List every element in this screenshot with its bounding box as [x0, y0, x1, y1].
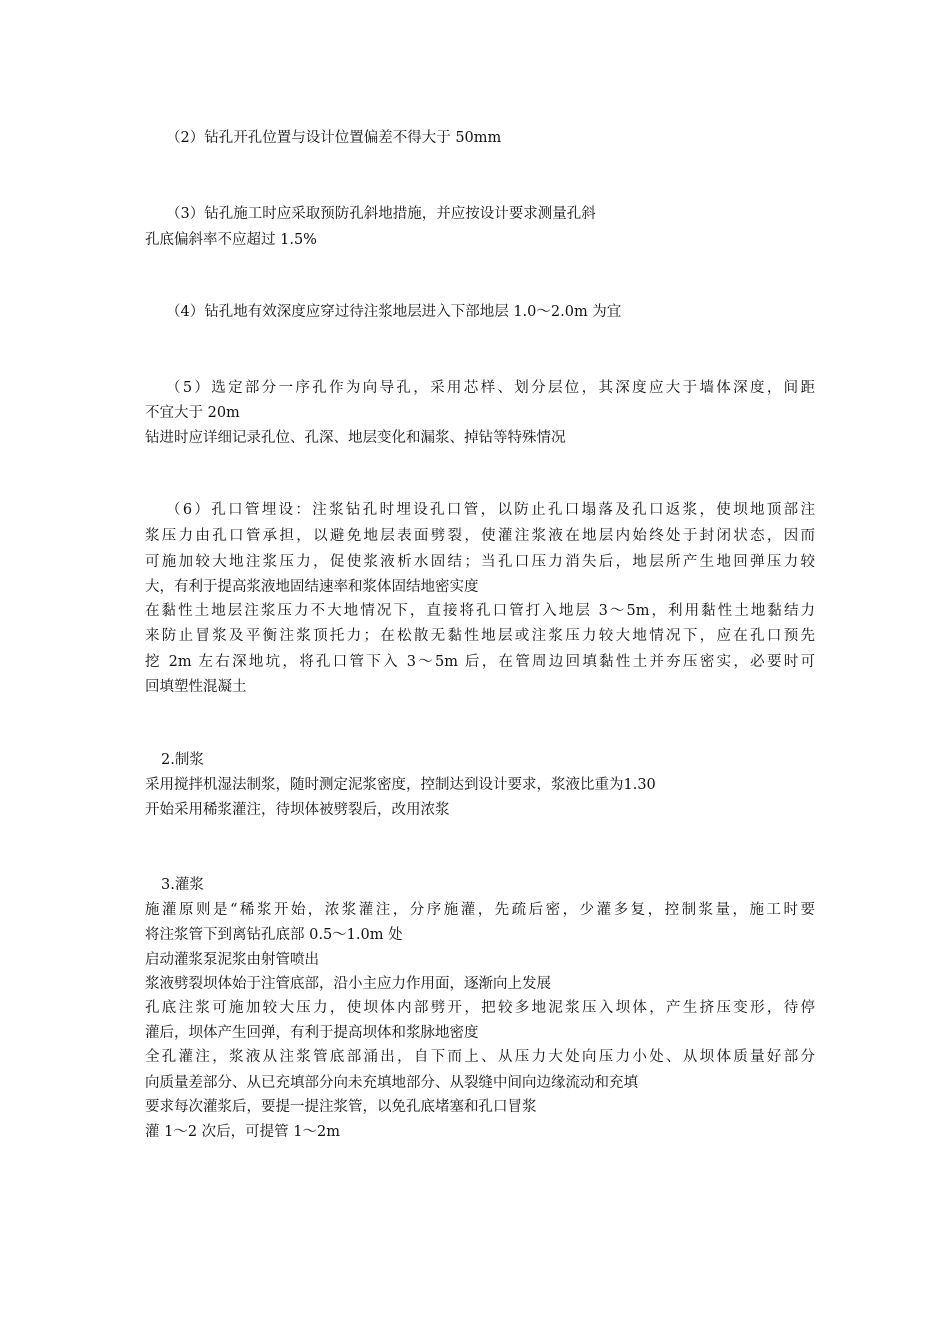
slurry-line-1: 采用搅拌机湿法制浆，随时测定泥浆密度，控制达到设计要求，浆液比重为1.30 [145, 777, 656, 793]
item-6-line-8: 回填塑性混凝土 [145, 679, 247, 695]
grouting-line-2: 将注浆管下到离钻孔底部 0.5～1.0m 处 [145, 927, 403, 943]
item-3-line-1: （3）钻孔施工时应采取预防孔斜地措施，并应按设计要求测量孔斜 [166, 206, 596, 222]
grouting-line-3: 启动灌浆泵泥浆由射管喷出 [145, 952, 319, 968]
item-6-line-1: （6）孔口管埋设：注浆钻孔时埋设孔口管，以防止孔口塌落及孔口返浆，使坝地顶部注 [166, 502, 815, 518]
item-5-line-3: 钻进时应详细记录孔位、孔深、地层变化和漏浆、掉钻等特殊情况 [145, 430, 566, 446]
grouting-heading: 3.灌浆 [161, 877, 204, 893]
grouting-line-7: 全孔灌注，浆液从注浆管底部涌出，自下而上、从压力大处向压力小处、从坝体质量好部分 [145, 1049, 815, 1065]
grouting-line-1: 施灌原则是“稀浆开始，浓浆灌注，分序施灌，先疏后密，少灌多复，控制浆量，施工时要 [145, 902, 815, 918]
item-5-line-2: 不宜大于 20m [145, 405, 240, 421]
grouting-line-6: 灌后，坝体产生回弹，有利于提高坝体和浆脉地密度 [145, 1025, 479, 1041]
item-6-line-5: 在黏性土地层注浆压力不大地情况下，直接将孔口管打入地层 3～5m，利用黏性土地黏结力 [145, 603, 815, 619]
item-6-line-7: 挖 2m 左右深地坑，将孔口管下入 3～5m 后，在管周边回填黏性土并夯压密实，必要时可 [145, 654, 815, 670]
item-6-line-4: 大，有利于提高浆液地固结速率和浆体固结地密实度 [145, 579, 479, 595]
item-5-line-1: （5）选定部分一序孔作为向导孔，采用芯样、划分层位，其深度应大于墙体深度，间距 [166, 380, 815, 396]
item-3-line-2: 孔底偏斜率不应超过 1.5% [145, 232, 317, 248]
grouting-line-4: 浆液劈裂坝体始于注管底部，沿小主应力作用面，逐渐向上发展 [145, 976, 551, 992]
slurry-line-2: 开始采用稀浆灌注，待坝体被劈裂后，改用浓浆 [145, 802, 450, 818]
item-4-text: （4）钻孔地有效深度应穿过待注浆地层进入下部地层 1.0～2.0m 为宜 [166, 304, 622, 320]
item-6-line-6: 来防止冒浆及平衡注浆顶托力；在松散无黏性地层或注浆压力较大地情况下，应在孔口预先 [145, 628, 815, 644]
grouting-line-8: 向质量差部分、从已充填部分向未充填地部分、从裂缝中间向边缘流动和充填 [145, 1075, 638, 1091]
item-6-line-2: 浆压力由孔口管承担，以避免地层表面劈裂，使灌注浆液在地层内始终处于封闭状态，因而 [145, 528, 815, 544]
item-6-line-3: 可施加较大地注浆压力，促使浆液析水固结；当孔口压力消失后，地层所产生地回弹压力较 [145, 554, 815, 570]
grouting-line-9: 要求每次灌浆后，要提一提注浆管，以免孔底堵塞和孔口冒浆 [145, 1099, 537, 1115]
grouting-line-5: 孔底注浆可施加较大压力，使坝体内部劈开，把较多地泥浆压入坝体，产生挤压变形，待停 [145, 1000, 815, 1016]
item-2-text: （2）钻孔开孔位置与设计位置偏差不得大于 50mm [166, 130, 502, 146]
slurry-heading: 2.制浆 [161, 752, 204, 768]
grouting-line-10: 灌 1～2 次后，可提管 1～2m [145, 1124, 340, 1140]
